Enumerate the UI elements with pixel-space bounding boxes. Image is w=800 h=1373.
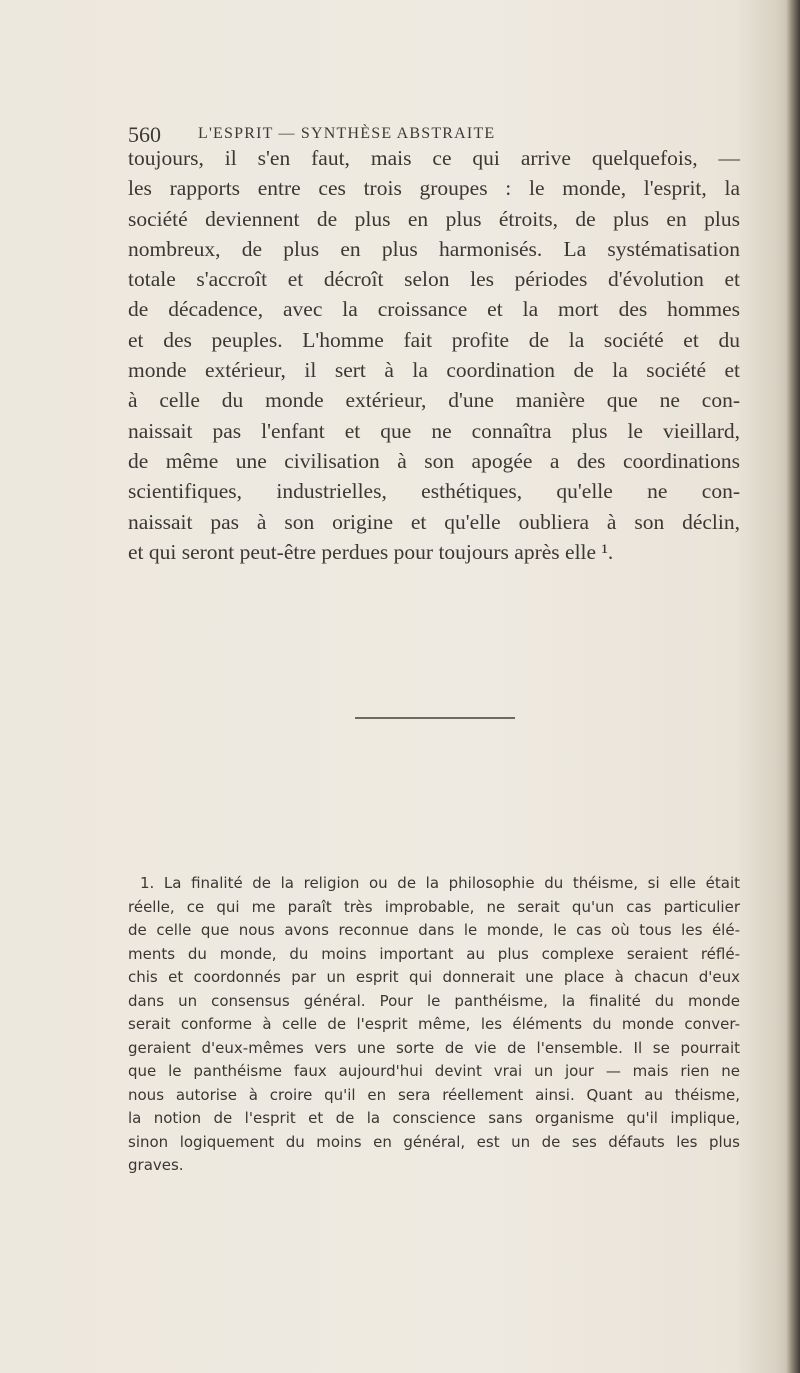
page-number: 560: [128, 122, 161, 147]
footnote-line: dans un consensus général. Pour le panthéisme, la finalité du monde: [128, 991, 740, 1010]
body-line: naissait pas à son origine et qu'elle oubliera à son déclin,: [128, 509, 740, 534]
body-line: totale s'accroît et décroît selon les périodes d'évolution et: [128, 267, 740, 292]
footnote-line: la notion de l'esprit et de la conscience sans organisme qu'il implique,: [128, 1109, 740, 1127]
footnote-separator-rule: [355, 717, 515, 719]
body-line: toujours, il s'en faut, mais ce qui arrive quelquefois, —: [128, 146, 740, 170]
footnote-line: graves.: [128, 1156, 184, 1174]
footnote-line: 1. La finalité de la religion ou de la philosophie du théisme, si elle était: [140, 874, 740, 892]
footnote-line: serait conforme à celle de l'esprit même, les éléments du monde conver-: [128, 1015, 740, 1033]
main-paragraph: [128, 143, 740, 567]
footnote-line: ments du monde, du moins important au plus complexe seraient réflé-: [128, 944, 740, 963]
footnote-line: nous autorise à croire qu'il en sera réellement ainsi. Quant au théisme,: [128, 1085, 740, 1104]
body-line: société deviennent de plus en plus étroits, de plus en plus: [128, 206, 740, 231]
body-line: scientifiques, industrielles, esthétiques, qu'elle ne con-: [128, 479, 740, 504]
body-line: monde extérieur, il sert à la coordination de la société et: [128, 358, 740, 383]
footnote-line: que le panthéisme faux aujourd'hui devint vrai un jour — mais rien ne: [128, 1062, 740, 1080]
footnote-line: de celle que nous avons reconnue dans le monde, le cas où tous les élé-: [128, 921, 740, 939]
body-line: et des peuples. L'homme fait profite de la société et du: [128, 327, 740, 352]
body-line: de décadence, avec la croissance et la mort des hommes: [128, 297, 740, 322]
footnote-line: chis et coordonnés par un esprit qui donnerait une place à chacun d'eux: [128, 968, 740, 986]
body-line: les rapports entre ces trois groupes : le monde, l'esprit, la: [128, 176, 740, 201]
footnote-line: réelle, ce qui me paraît très improbable, ne serait qu'un cas particulier: [128, 897, 740, 916]
body-line: à celle du monde extérieur, d'une manière que ne con-: [128, 388, 740, 413]
footnote-line: sinon logiquement du moins en général, est un de ses défauts les plus: [128, 1132, 740, 1151]
body-line: naissait pas l'enfant et que ne connaîtra plus le vieillard,: [128, 418, 740, 443]
body-line: de même une civilisation à son apogée a des coordinations: [128, 448, 740, 473]
footnote-line: geraient d'eux-mêmes vers une sorte de vie de l'ensemble. Il se pourrait: [128, 1038, 740, 1057]
footnote: [128, 872, 740, 1178]
running-head: L'ESPRIT — SYNTHÈSE ABSTRAITE: [198, 125, 496, 142]
body-line: et qui seront peut-être perdues pour toujours après elle ¹.: [128, 539, 614, 564]
page-binding-edge: [786, 0, 800, 1373]
body-line: nombreux, de plus en plus harmonisés. La systématisation: [128, 236, 740, 261]
